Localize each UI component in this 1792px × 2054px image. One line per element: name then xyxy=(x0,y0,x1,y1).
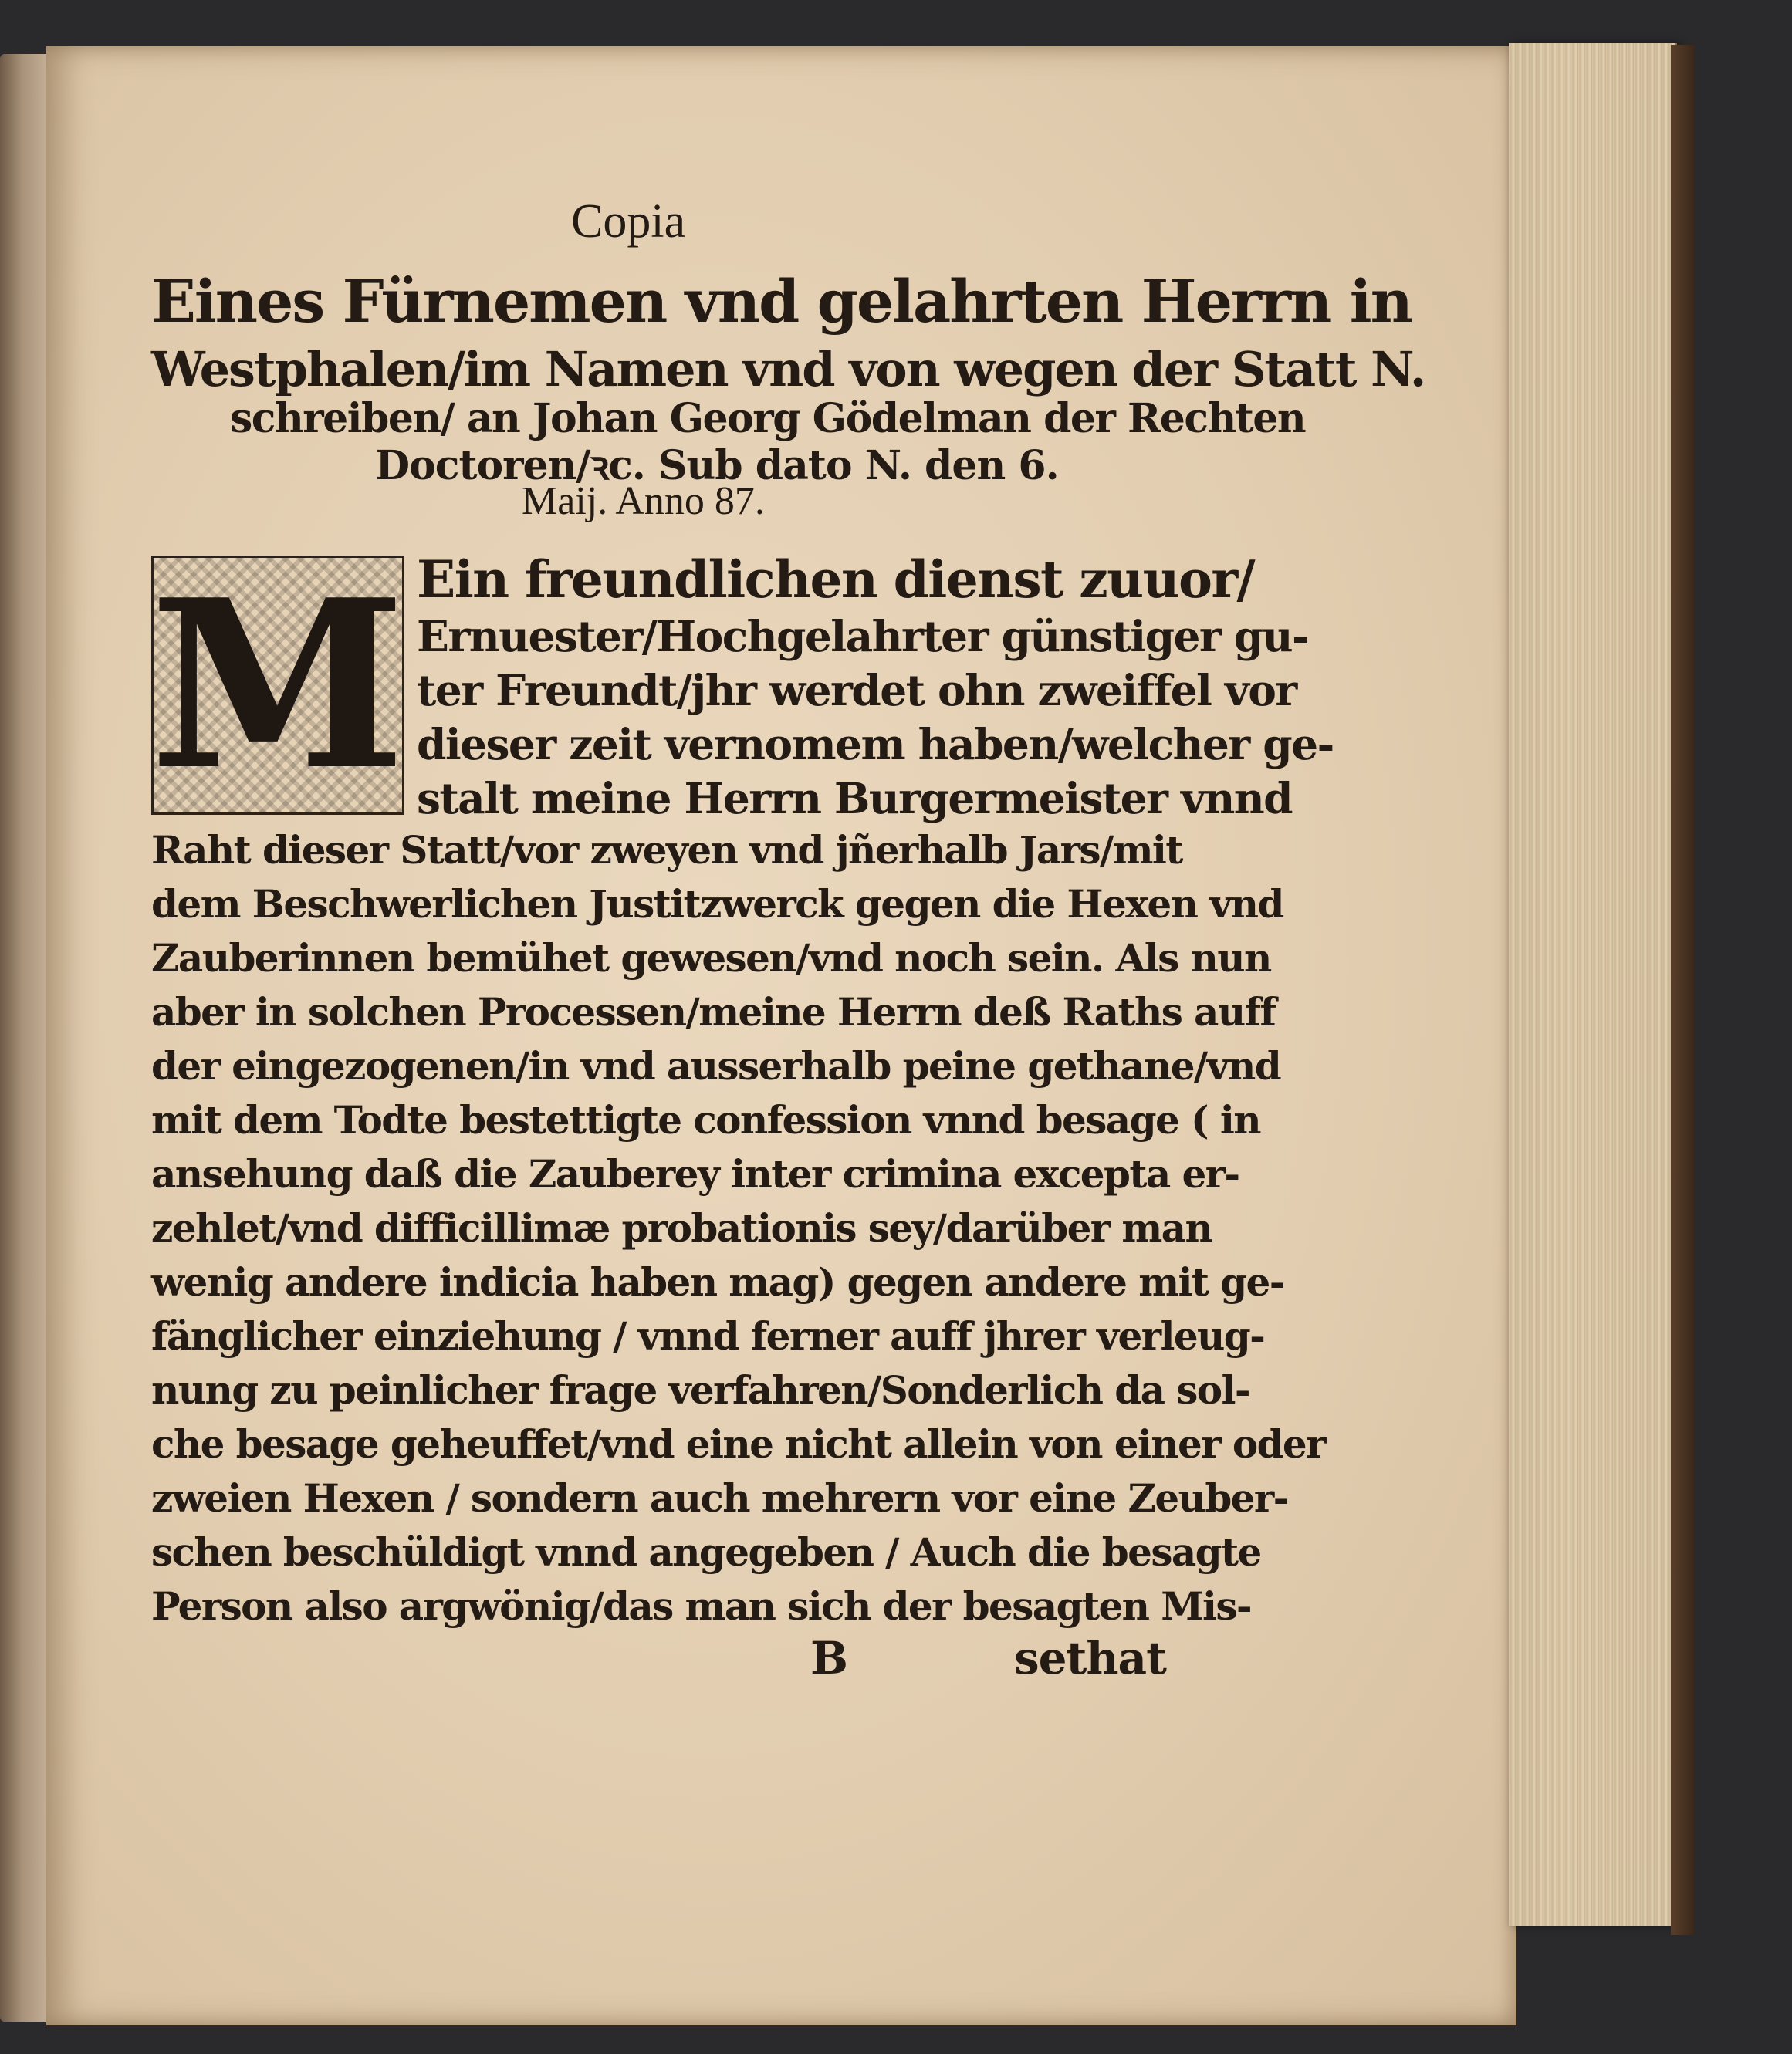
body-line: Zauberinnen bemühet gewesen/vnd noch sein. Als nun xyxy=(151,935,1271,981)
body-line: nung zu peinlicher frage verfahren/Sonderlich da sol- xyxy=(151,1367,1250,1413)
catchword: sethat xyxy=(1014,1632,1166,1684)
body-line: schen beschüldigt vnnd angegeben / Auch die besagte xyxy=(151,1529,1261,1575)
body-line: mit dem Todte bestettigte confession vnnd besage ( in xyxy=(151,1097,1260,1143)
initial-letter: M xyxy=(149,549,407,821)
body-line: zehlet/vnd difficillimæ probationis sey/darüber man xyxy=(151,1205,1212,1251)
body-line: dieser zeit vernomem haben/welcher ge- xyxy=(417,719,1334,769)
body-line: stalt meine Herrn Burgermeister vnnd xyxy=(417,773,1292,823)
body-line: wenig andere indicia haben mag) gegen andere mit ge- xyxy=(151,1259,1284,1305)
signature-mark: B xyxy=(810,1632,848,1684)
heading-copia: Copia xyxy=(571,195,686,248)
page-block-edge xyxy=(1509,43,1677,1926)
book-cover-edge xyxy=(1671,45,1694,1935)
body-line: aber in solchen Processen/meine Herrn deß Raths auff xyxy=(151,989,1276,1035)
decorated-initial xyxy=(149,549,407,821)
body-line: che besage geheuffet/vnd eine nicht allein von einer oder xyxy=(151,1421,1325,1467)
body-line: Raht dieser Statt/vor zweyen vnd jñerhalb Jars/mit xyxy=(151,827,1182,873)
body-line: Ernuester/Hochgelahrter günstiger gu- xyxy=(417,611,1309,661)
body-line: der eingezogenen/in vnd ausserhalb peine gethane/vnd xyxy=(151,1043,1281,1089)
body-line: ansehung daß die Zauberey inter crimina excepta er- xyxy=(151,1151,1239,1197)
heading-line-2: Westphalen/im Namen vnd von wegen der Statt N. xyxy=(151,341,1425,397)
body-line: ter Freundt/jhr werdet ohn zweiffel vor xyxy=(417,665,1297,715)
body-line: Ein freundlichen dienst zuuor/ xyxy=(417,549,1255,610)
heading-line-5: Maij. Anno 87. xyxy=(522,479,765,523)
heading-line-4: Doctoren/ꝛc. Sub dato N. den 6. xyxy=(375,442,1059,489)
heading-line-1: Eines Fürnemen vnd gelahrten Herrn in xyxy=(151,267,1412,336)
body-line: zweien Hexen / sondern auch mehrern vor eine Zeuber- xyxy=(151,1475,1288,1521)
heading-line-3: schreiben/ an Johan Georg Gödelman der Rechten xyxy=(230,395,1306,442)
body-line: Person also argwönig/das man sich der besagten Mis- xyxy=(151,1583,1252,1629)
body-line: fänglicher einziehung / vnnd ferner auff jhrer verleug- xyxy=(151,1313,1265,1359)
body-line: dem Beschwerlichen Justitzwerck gegen die Hexen vnd xyxy=(151,881,1283,927)
